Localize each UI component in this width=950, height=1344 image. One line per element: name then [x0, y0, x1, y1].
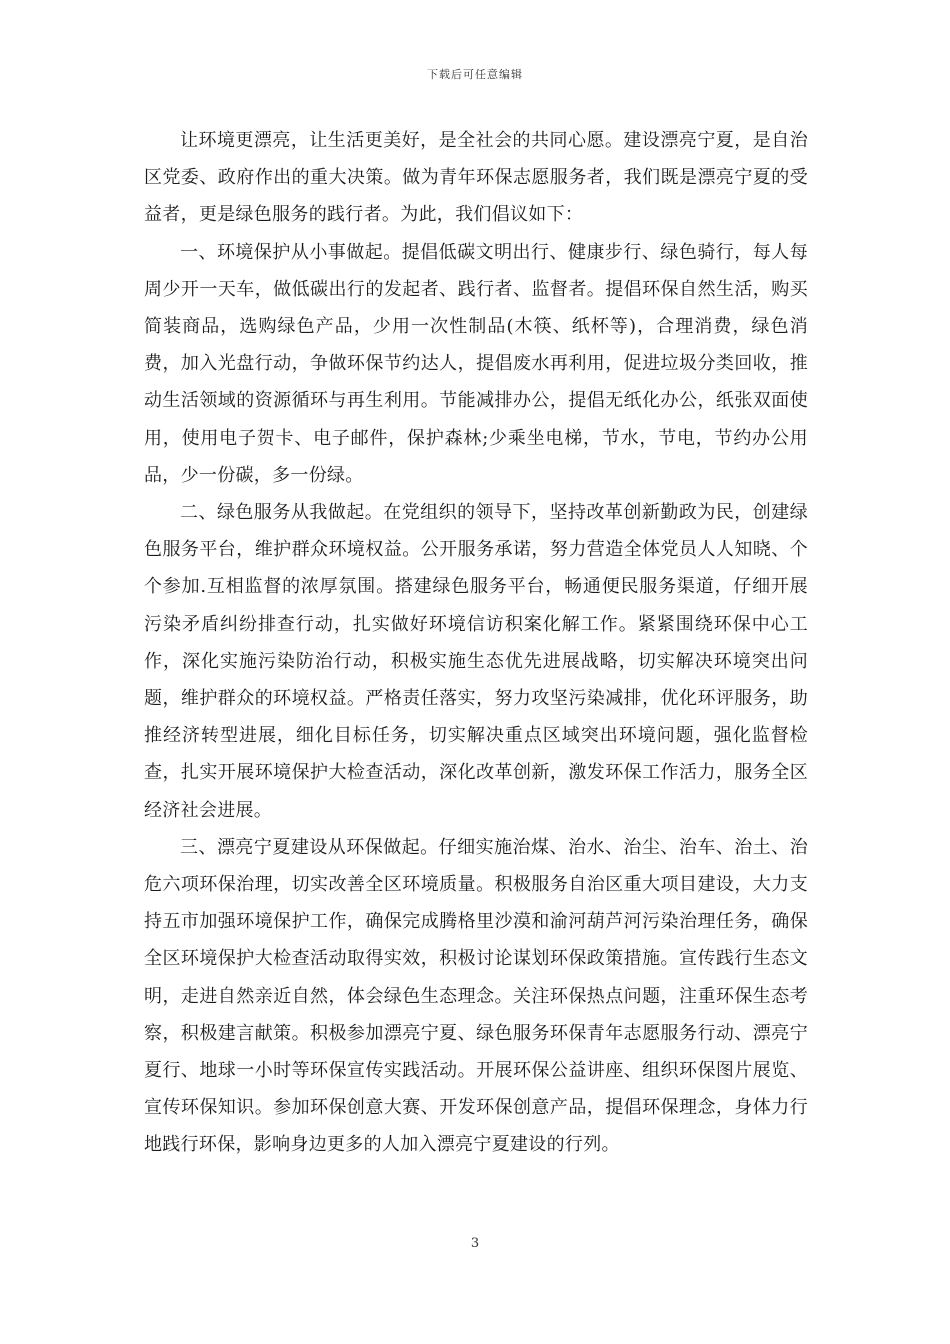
paragraph-section-1: 一、环境保护从小事做起。提倡低碳文明出行、健康步行、绿色骑行，每人每周少开一天车，做低碳出行的发起者、践行者、监督者。提倡环保自然生活，购买简装商品，选购绿色产品，少用一次性制品(木筷、纸杯等)，合理消费，绿色消费，加入光盘行动，争做环保节约达人，提倡废水再利用，促进垃圾分类回收，推动生活领域的资源循环与再生利用。节能减排办公，提倡无纸化办公，纸张双面使用，使用电子贺卡、电子邮件，保护森林;少乘坐电梯，节水，节电，节约办公用品，少一份碳，多一份绿。 — [144, 241, 808, 486]
paragraph-intro: 让环境更漂亮，让生活更美好，是全社会的共同心愿。建设漂亮宁夏，是自治区党委、政府作出的重大决策。做为青年环保志愿服务者，我们既是漂亮宁夏的受益者，更是绿色服务的践行者。为此，我们倡议如下： — [144, 130, 808, 226]
page-number: 3 — [470, 1236, 480, 1251]
paragraph-section-2: 二、绿色服务从我做起。在党组织的领导下，坚持改革创新勤政为民，创建绿色服务平台，维护群众环境权益。公开服务承诺，努力营造全体党员人人知晓、个个参加.互相监督的浓厚氛围。搭建绿色服务平台，畅通便民服务渠道，仔细开展污染矛盾纠纷排查行动，扎实做好环境信访积案化解工作。紧紧围绕环保中心工作，深化实施污染防治行动，积极实施生态优先进展战略，切实解决环境突出问题，维护群众的环境权益。严格责任落实，努力攻坚污染减排，优化环评服务，助推经济转型进展，细化目标任务，切实解决重点区域突出环境问题，强化监督检查，扎实开展环境保护大检查活动，深化改革创新，激发环保工作活力，服务全区经济社会进展。 — [144, 502, 808, 821]
page-header: 下载后可任意编辑 — [427, 68, 523, 81]
document-body — [144, 122, 808, 1164]
paragraph-section-3: 三、漂亮宁夏建设从环保做起。仔细实施治煤、治水、治尘、治车、治土、治危六项环保治理，切实改善全区环境质量。积极服务自治区重大项目建设，大力支持五市加强环境保护工作，确保完成腾格里沙漠和渝河葫芦河污染治理任务，确保全区环境保护大检查活动取得实效，积极讨论谋划环保政策措施。宣传践行生态文明，走进自然亲近自然，体会绿色生态理念。关注环保热点问题，注重环保生态考察，积极建言献策。积极参加漂亮宁夏、绿色服务环保青年志愿服务行动、漂亮宁夏行、地球一小时等环保宣传实践活动。开展环保公益讲座、组织环保图片展览、宣传环保知识。参加环保创意大赛、开发环保创意产品，提倡环保理念，身体力行地践行环保，影响身边更多的人加入漂亮宁夏建设的行列。 — [144, 836, 808, 1156]
